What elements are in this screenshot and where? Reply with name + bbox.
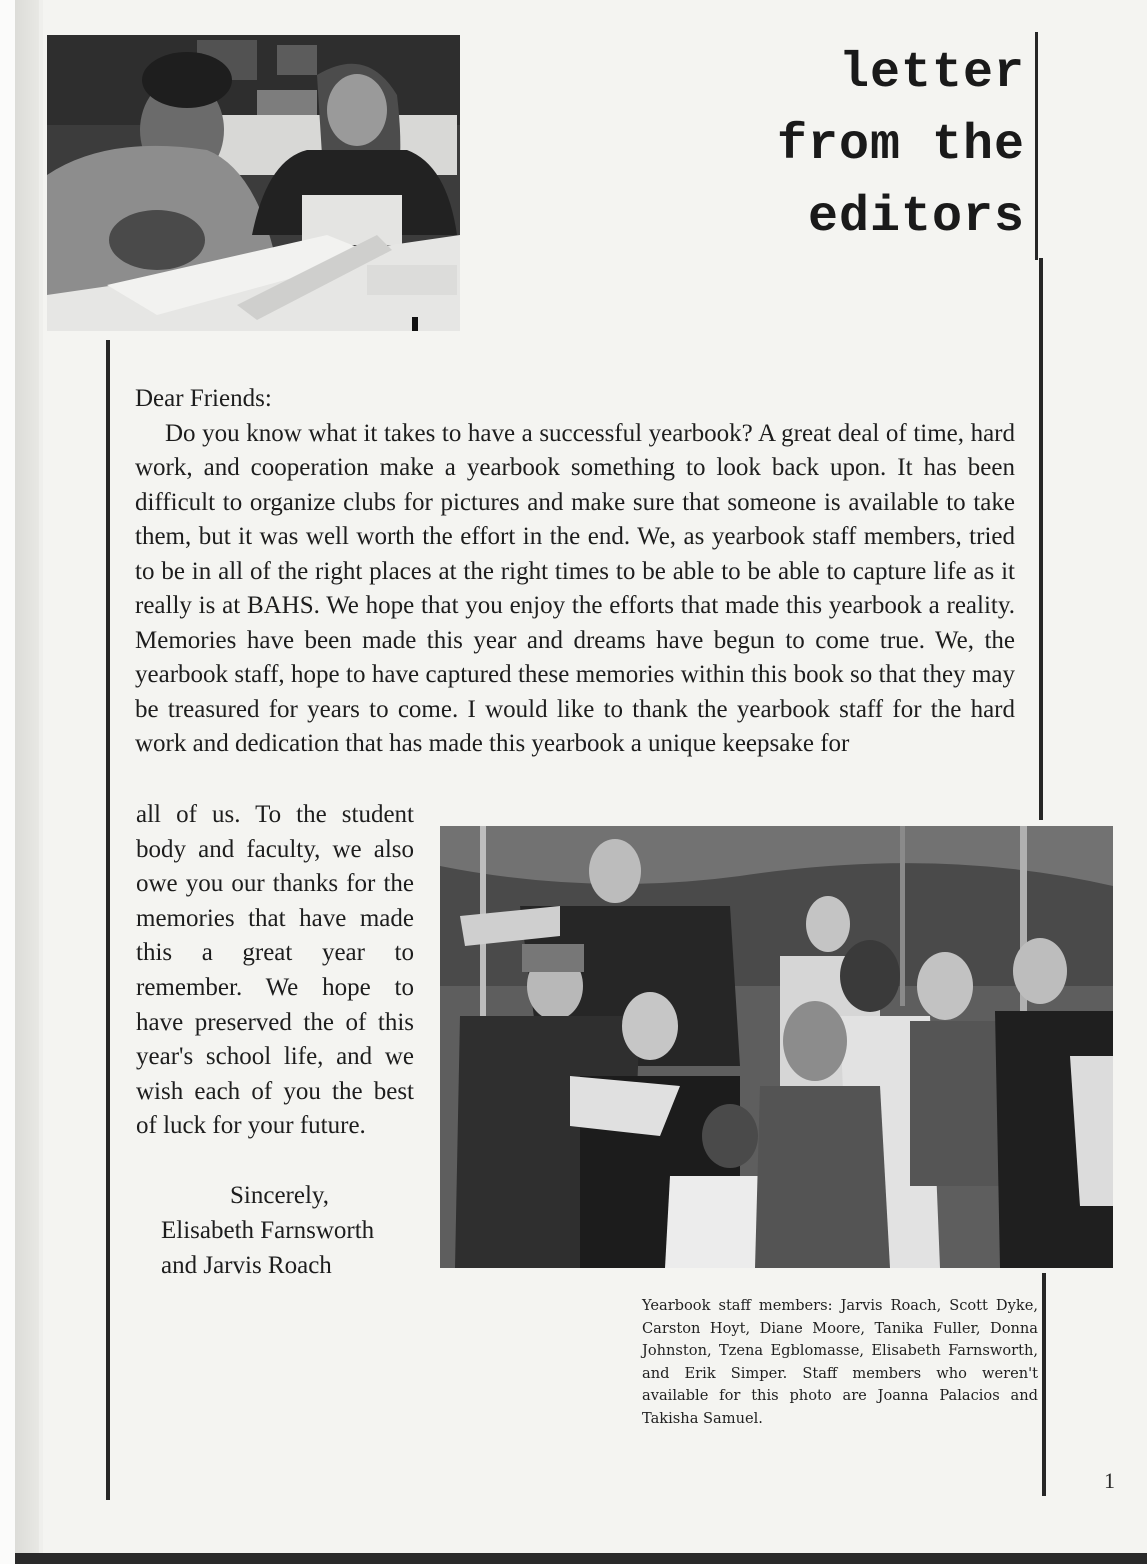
photo-yearbook-staff-group xyxy=(440,826,1113,1268)
caption-vertical-rule xyxy=(1042,1273,1046,1496)
letter-paragraph-narrow: all of us. To the student body and faculty, we also owe you our thanks for the memories that have made this a great year to remember. We hope to have preserved the of this year's school life, and we wish each of you the best of luck for your future. xyxy=(136,801,414,1140)
letter-body-narrow xyxy=(136,798,414,1144)
page-number: 1 xyxy=(1104,1468,1115,1493)
page-edge-shadow xyxy=(0,0,15,1564)
bottom-edge-shadow xyxy=(15,1553,1147,1564)
photo-caption: Yearbook staff members: Jarvis Roach, Scott Dyke, Carston Hoyt, Diane Moore, Tanika Fuller, Donna Johnston, Tzena Egblomasse, Elisabeth Farnsworth, and Erik Simper. Staff members who weren't available for this photo are Joanna Palacios and Takisha Samuel. xyxy=(642,1297,1038,1427)
letter-closing: Sincerely, xyxy=(230,1182,330,1209)
page-title xyxy=(777,38,1025,254)
photo-group-image xyxy=(440,826,1113,1268)
title-line-from-the: from the xyxy=(776,117,1025,174)
title-line-letter: letter xyxy=(838,45,1025,102)
letter-salutation: Dear Friends: xyxy=(135,385,272,412)
signature-line-2: and Jarvis Roach xyxy=(161,1252,332,1279)
signature-line-1: Elisabeth Farnsworth xyxy=(161,1217,375,1244)
photo-editors-at-table xyxy=(47,35,460,331)
letter-left-rule xyxy=(106,340,110,1500)
letter-paragraph-wide: Do you know what it takes to have a successful yearbook? A great deal of time, hard work, and cooperation make a yearbook something to look back upon. It has been difficult to organize clubs for pictures and make sure that someone is available to take them, but it was well worth the effort in the end. We, as yearbook staff members, tried to be in all of the right places at the right times to be able to be able to capture life as it really is at BAHS. We hope that you enjoy the efforts that made this yearbook a reality. Memories have been made this year and dreams have begun to come true. We, the yearbook staff, hope to have captured these memories within this book so that they may be treasured for years to come. I would like to thank the yearbook staff for the hard work and dedication that has made this yearbook a unique keepsake for xyxy=(135,419,1015,757)
letter-body-wide xyxy=(135,382,1015,762)
binding-gutter xyxy=(15,0,39,1564)
page-edge xyxy=(39,0,43,1564)
title-line-editors: editors xyxy=(807,189,1025,246)
letter-right-rule xyxy=(1039,258,1043,820)
title-vertical-rule xyxy=(1035,32,1038,260)
photo-editors-image xyxy=(47,35,460,331)
